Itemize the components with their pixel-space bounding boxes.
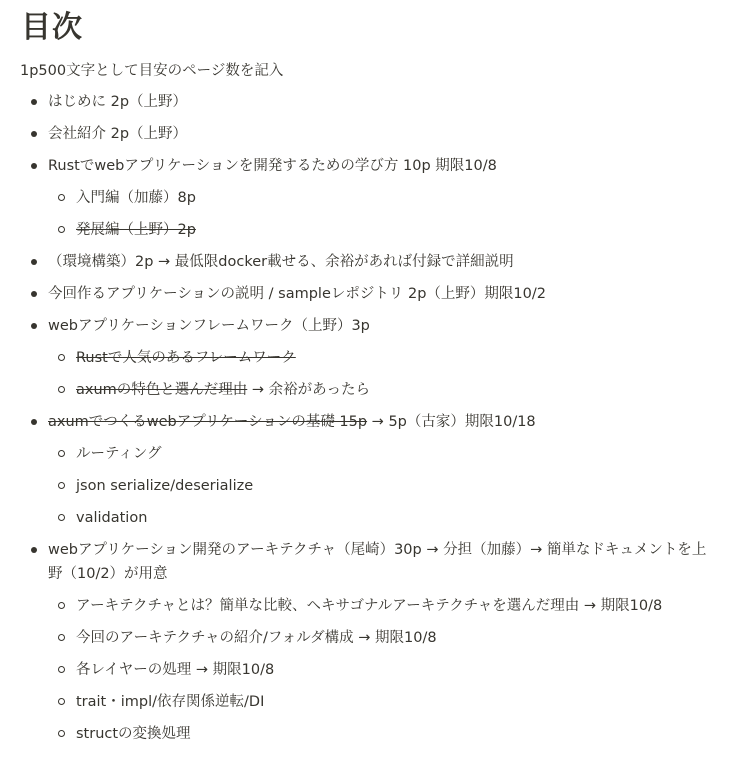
page-title: 目次 bbox=[21, 10, 83, 45]
item-text: 今回のアーキテクチャの紹介/フォルダ構成 → 期限10/8 bbox=[76, 630, 437, 646]
item-text: trait・impl/依存関係逆転/DI bbox=[76, 694, 265, 710]
sub-list bbox=[48, 186, 737, 242]
sub-list-item bbox=[48, 594, 737, 618]
sub-list-item bbox=[48, 186, 737, 210]
sub-list-item bbox=[48, 722, 737, 746]
list-item bbox=[21, 538, 737, 746]
list-item bbox=[21, 90, 737, 114]
item-text: 今回作るアプリケーションの説明 / sampleレポジトリ 2p（上野）期限10/2 bbox=[48, 286, 546, 302]
list-item bbox=[21, 410, 737, 530]
sub-list-item bbox=[48, 474, 737, 498]
struck-text: 発展編（上野）2p bbox=[76, 222, 196, 238]
sub-list-item bbox=[48, 690, 737, 714]
struck-text: Rustで人気のあるフレームワーク bbox=[76, 350, 296, 366]
item-text: はじめに 2p（上野） bbox=[48, 94, 188, 110]
sub-list-item bbox=[48, 346, 737, 370]
sub-list-item bbox=[48, 378, 737, 402]
item-text: → 5p（古家）期限10/18 bbox=[367, 414, 536, 430]
sub-list bbox=[48, 594, 737, 746]
item-text: validation bbox=[76, 510, 148, 526]
sub-list-item bbox=[48, 218, 737, 242]
sub-list-item bbox=[48, 506, 737, 530]
item-text: ルーティング bbox=[76, 446, 162, 462]
list-item bbox=[21, 250, 737, 274]
item-text: アーキテクチャとは？簡単な比較、ヘキサゴナルアーキテクチャを選んだ理由 → 期限10/8 bbox=[76, 598, 663, 614]
item-text: 入門編（加藤）8p bbox=[76, 190, 196, 206]
sub-list-item bbox=[48, 658, 737, 682]
sub-list bbox=[48, 442, 737, 530]
item-text: Rustでwebアプリケーションを開発するための学び方 10p 期限10/8 bbox=[48, 158, 497, 174]
item-text: webアプリケーションフレームワーク（上野）3p bbox=[48, 318, 370, 334]
sub-list-item bbox=[48, 442, 737, 466]
item-text: webアプリケーション開発のアーキテクチャ（尾崎）30p → 分担（加藤）→ 簡単なドキュメントを上野（10/2）が用意 bbox=[48, 542, 707, 582]
list-item bbox=[21, 154, 737, 242]
item-text: （環境構築）2p → 最低限docker載せる、余裕があれば付録で詳細説明 bbox=[48, 254, 514, 270]
item-text: json serialize/deserialize bbox=[76, 478, 254, 494]
item-text: → 余裕があったら bbox=[247, 382, 371, 398]
intro-text: 1p500文字として目安のページ数を記入 bbox=[20, 63, 284, 79]
sub-list bbox=[48, 346, 737, 402]
list-item bbox=[21, 122, 737, 146]
struck-text: axumの特色と選んだ理由 bbox=[76, 382, 248, 398]
toc-list bbox=[21, 90, 737, 746]
list-item bbox=[21, 282, 737, 306]
item-text: structの変換処理 bbox=[76, 726, 191, 742]
struck-text: axumでつくるwebアプリケーションの基礎 15p bbox=[48, 414, 368, 430]
item-text: 会社紹介 2p（上野） bbox=[48, 126, 188, 142]
sub-list-item bbox=[48, 626, 737, 650]
list-item bbox=[21, 314, 737, 402]
item-text: 各レイヤーの処理 → 期限10/8 bbox=[76, 662, 275, 678]
